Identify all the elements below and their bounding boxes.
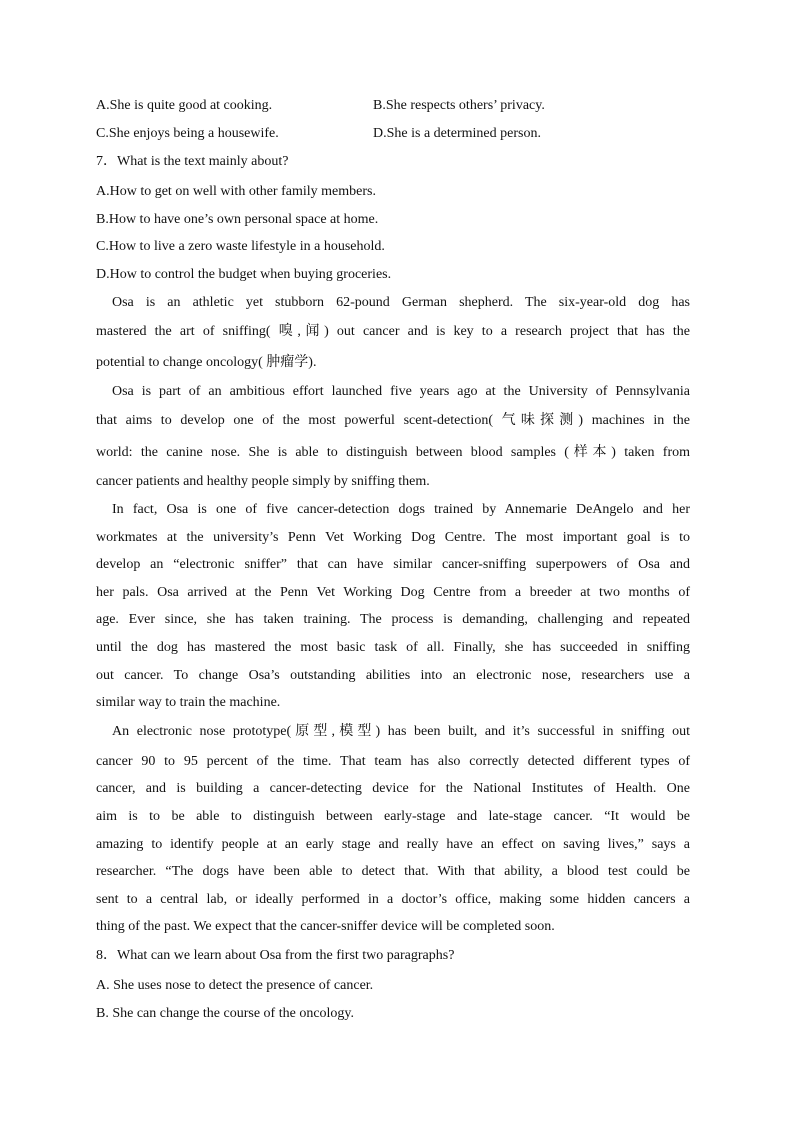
passage-p3-line: age. Ever since, she has taken training. The process is demanding, challenging and repeated (96, 612, 690, 627)
passage-p2-line: world: the canine nose. She is able to distinguish between blood samples (样本) taken from (96, 445, 690, 460)
q7-option-c: C.How to live a zero waste lifestyle in a household. (96, 239, 385, 254)
passage-p4-line: amazing to identify people at an early stage and really have an effect on saving lives,” says a (96, 837, 690, 852)
q6-option-b: B.She respects others’ privacy. (373, 98, 545, 113)
passage-p4-line: cancer 90 to 95 percent of the time. That team has also correctly detected different types of (96, 754, 690, 769)
q8-question: 8．What can we learn about Osa from the first two paragraphs? (96, 948, 455, 963)
q7-question: 7．What is the text mainly about? (96, 154, 289, 169)
q6-option-d: D.She is a determined person. (373, 126, 541, 141)
passage-p4-line: sent to a central lab, or ideally performed in a doctor’s office, making some hidden cancers a (96, 892, 690, 907)
passage-p1-line: mastered the art of sniffing( 嗅,闻) out cancer and is key to a research project that has the (96, 324, 690, 339)
q7-option-b: B.How to have one’s own personal space at home. (96, 212, 379, 227)
q7-option-a: A.How to get on well with other family members. (96, 184, 376, 199)
passage-p2-line: cancer patients and healthy people simply by sniffing them. (96, 474, 430, 489)
passage-p4-line: cancer, and is building a cancer-detecting device for the National Institutes of Health. One (96, 781, 690, 796)
q6-option-c: C.She enjoys being a housewife. (96, 126, 279, 141)
passage-p3-line: workmates at the university’s Penn Vet Working Dog Centre. The most important goal is to (96, 530, 690, 545)
passage-p2-line: that aims to develop one of the most powerful scent-detection( 气味探测) machines in the (96, 413, 690, 428)
passage-p4-line: researcher. “The dogs have been able to detect that. With that ability, a blood test could be (96, 864, 690, 879)
passage-p3-line: her pals. Osa arrived at the Penn Vet Working Dog Centre from a breeder at two months of (96, 585, 690, 600)
q8-option-b: B. She can change the course of the oncology. (96, 1006, 355, 1021)
passage-p3-line: until the dog has mastered the most basic task of all. Finally, she has succeeded in sniffing (96, 640, 690, 655)
passage-p3-line: out cancer. To change Osa’s outstanding abilities into an electronic nose, researchers use a (96, 668, 690, 683)
passage-p1-line: Osa is an athletic yet stubborn 62-pound German shepherd. The six-year-old dog has (112, 295, 690, 310)
passage-p4-line: aim is to be able to distinguish between early-stage and late-stage cancer. “It would be (96, 809, 690, 824)
q6-option-a: A.She is quite good at cooking. (96, 98, 273, 113)
passage-p3-line: similar way to train the machine. (96, 695, 281, 710)
passage-p2-line: Osa is part of an ambitious effort launched five years ago at the University of Pennsylvania (112, 384, 690, 399)
q8-option-a: A. She uses nose to detect the presence of cancer. (96, 978, 374, 993)
passage-p4-line: thing of the past. We expect that the cancer-sniffer device will be completed soon. (96, 919, 555, 934)
passage-p3-line: develop an “electronic sniffer” that can have similar cancer-sniffing superpowers of Osa and (96, 557, 690, 572)
passage-p1-line: potential to change oncology( 肿瘤学). (96, 355, 317, 370)
q7-option-d: D.How to control the budget when buying groceries. (96, 267, 392, 282)
passage-p3-line: In fact, Osa is one of five cancer-detection dogs trained by Annemarie DeAngelo and her (112, 502, 690, 517)
passage-p4-line: An electronic nose prototype(原型,模型) has been built, and it’s successful in sniffing out (112, 724, 690, 739)
